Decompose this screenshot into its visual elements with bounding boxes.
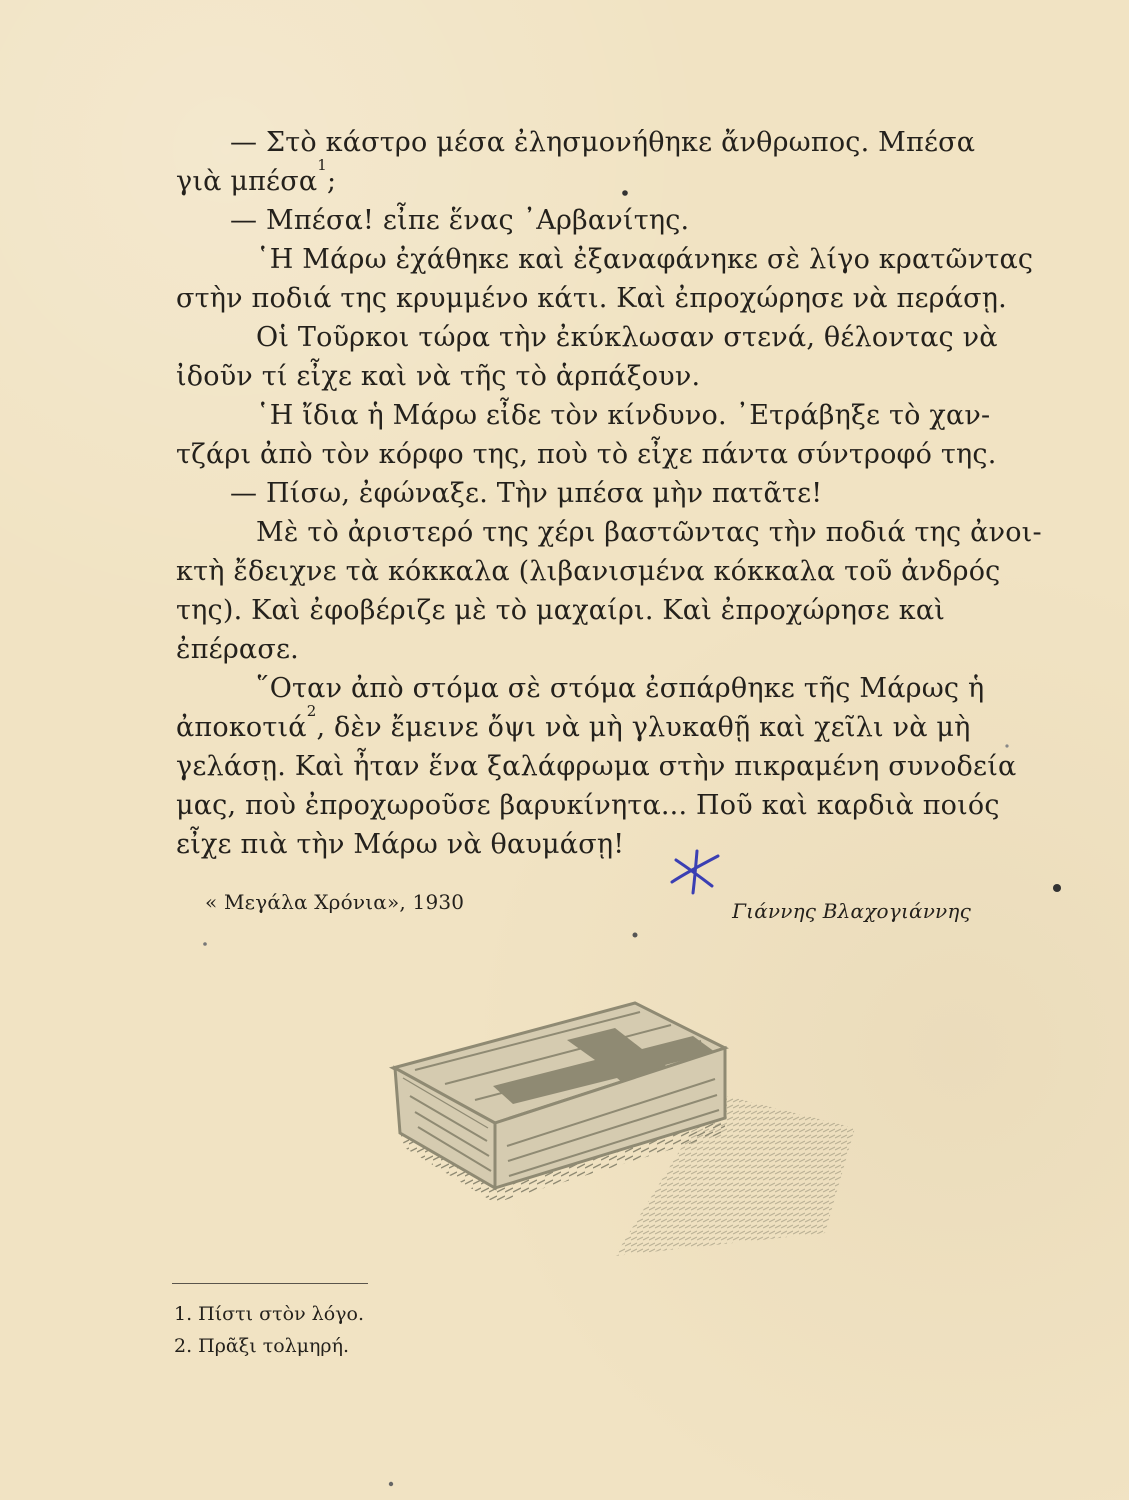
text-line-content: εἶχε πιὰ τὴν Μάρω νὰ θαυμάσῃ! [176, 829, 625, 860]
text-line [176, 318, 1006, 357]
text-line [176, 702, 1006, 747]
text-line [176, 513, 1042, 552]
text-line-content: ἐπέρασε. [176, 634, 299, 665]
author-name: Γιάννης Βλαχογιάννης [732, 899, 971, 923]
footnote-divider [172, 1283, 368, 1284]
text-line-content: κτὴ ἔδειχνε τὰ κόκκαλα (λιβανισμένα κόκκαλα τοῦ ἀνδρός [176, 556, 1001, 587]
text-line-content: γελάσῃ. Καὶ ἦταν ἕνα ξαλάφρωμα στὴν πικραμένη συνοδεία [176, 751, 1017, 782]
text-line [176, 279, 1006, 318]
text-line-content: ἰδοῦν τί εἶχε καὶ νὰ τῆς τὸ ἁρπάξουν. [176, 361, 701, 392]
text-line-content: ἀποκοτιά [176, 712, 307, 743]
text-line [176, 474, 1006, 513]
text-line-content: μας, ποὺ ἐπροχωροῦσε βαρυκίνητα... Ποῦ καὶ καρδιὰ ποιός [176, 790, 1000, 821]
text-line [176, 630, 1006, 669]
text-line-content: — Πίσω, ἐφώναξε. Τὴν μπέσα μὴν πατᾶτε! [230, 478, 823, 509]
text-line-content: ῾Η ἴδια ἡ Μάρω εἶδε τὸν κίνδυνο. ᾿Ετράβηξε τὸ χαν- [256, 400, 991, 431]
text-line-with-footnote [176, 702, 971, 747]
text-line-content: — Μπέσα! εἶπε ἕνας ᾿Αρβανίτης. [230, 205, 690, 236]
text-line [176, 825, 1006, 864]
source-citation: « Μεγάλα Χρόνια», 1930 [205, 890, 465, 914]
text-line-content: της). Καὶ ἐφοβέριζε μὲ τὸ μαχαίρι. Καὶ ἐπροχώρησε καὶ [176, 595, 946, 626]
text-line-content: γιὰ μπέσα [176, 166, 318, 197]
text-line [176, 156, 1006, 201]
text-line [176, 123, 1006, 162]
footnotes [174, 1298, 364, 1362]
text-line-with-footnote [176, 156, 337, 197]
footnote-2: 2. Πρᾶξι τολμηρή. [174, 1335, 350, 1357]
text-line-content: Οἱ Τοῦρκοι τώρα τὴν ἐκύκλωσαν στενά, θέλοντας νὰ [256, 322, 998, 353]
body-text [176, 123, 1042, 864]
handwritten-asterisk-mark [666, 848, 722, 896]
text-line [176, 240, 1034, 279]
text-line [176, 201, 1006, 240]
text-line [176, 357, 1006, 396]
footnote-marker: 1 [317, 156, 328, 174]
text-line-content: τζάρι ἀπὸ τὸν κόρφο της, ποὺ τὸ εἶχε πάντα σύντροφό της. [176, 439, 997, 470]
text-line [176, 591, 1006, 630]
text-line [176, 669, 1006, 708]
text-line-content: ῾Η Μάρω ἐχάθηκε καὶ ἐξαναφάνηκε σὲ λίγο κρατῶντας [256, 244, 1034, 275]
text-line [176, 396, 1006, 435]
text-line-content: στὴν ποδιά της κρυμμένο κάτι. Καὶ ἐπροχώρησε νὰ περάσῃ. [176, 283, 1007, 314]
footnote-marker: 2 [306, 702, 317, 720]
text-line-content: ῞Οταν ἀπὸ στόμα σὲ στόμα ἐσπάρθηκε τῆς Μάρως ἡ [256, 673, 985, 704]
footnote-1: 1. Πίστι στὸν λόγο. [174, 1303, 364, 1325]
text-line-content: Μὲ τὸ ἀριστερό της χέρι βαστῶντας τὴν ποδιά της ἀνοι- [256, 517, 1042, 548]
text-line [176, 435, 1006, 474]
coffin-illustration [385, 978, 865, 1258]
text-line [176, 786, 1006, 825]
text-after-footnote: , δὲν ἔμεινε ὄψι νὰ μὴ γλυκαθῇ καὶ χεῖλι νὰ μὴ [316, 712, 971, 743]
text-after-footnote: ; [327, 166, 337, 197]
text-line-content: — Στὸ κάστρο μέσα ἐλησμονήθηκε ἄνθρωπος. Μπέσα [230, 127, 976, 158]
text-line [176, 747, 1017, 786]
text-line [176, 552, 1006, 591]
